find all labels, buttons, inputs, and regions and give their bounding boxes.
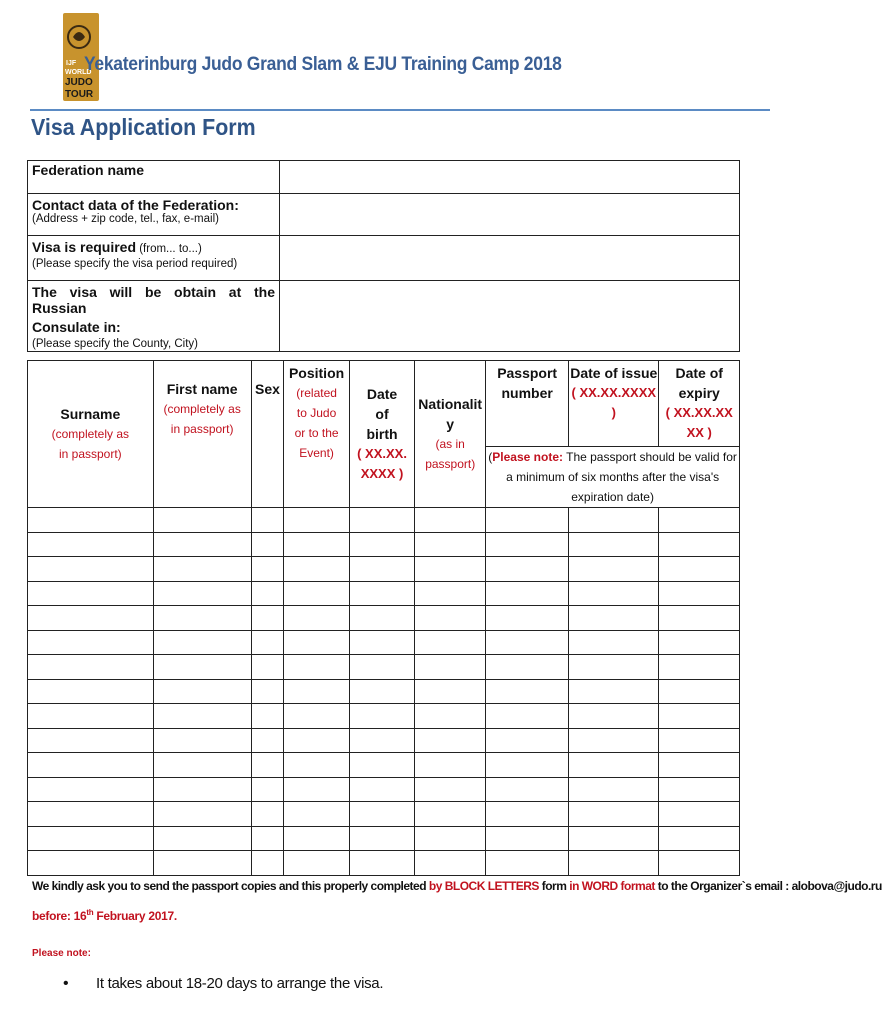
date-of-birth-cell[interactable]	[349, 532, 414, 557]
surname-cell[interactable]	[28, 777, 154, 802]
table-row	[28, 753, 740, 778]
col-sex: Sex	[251, 361, 284, 508]
date-of-issue-cell[interactable]	[569, 728, 659, 753]
col-passport-number: Passport number	[486, 361, 569, 447]
position-cell[interactable]	[284, 728, 350, 753]
visa-required-label: Visa is required (from... to...) (Please specify the visa period required)	[28, 236, 280, 281]
instructions-text: We kindly ask you to send the passport copies and this properly completed by BLOCK LETTERS form in WORD format to the Organizer`s email : alobova@judo.ru	[32, 879, 882, 893]
position-cell[interactable]	[284, 581, 350, 606]
date-of-expiry-cell[interactable]	[659, 802, 740, 827]
sex-cell[interactable]	[251, 581, 284, 606]
position-cell[interactable]	[284, 851, 350, 876]
table-row	[28, 630, 740, 655]
date-of-expiry-cell[interactable]	[659, 557, 740, 582]
table-row	[28, 704, 740, 729]
svg-text:JUDO: JUDO	[65, 77, 93, 88]
date-of-issue-cell[interactable]	[569, 753, 659, 778]
col-date-of-birth: Date of birth ( XX.XX.XXXX )	[349, 361, 414, 508]
position-cell[interactable]	[284, 532, 350, 557]
passport-number-cell[interactable]	[486, 606, 569, 631]
date-of-birth-cell[interactable]	[349, 802, 414, 827]
date-of-issue-cell[interactable]	[569, 581, 659, 606]
nationality-cell[interactable]	[415, 557, 486, 582]
first-name-cell[interactable]	[153, 655, 251, 680]
date-of-expiry-cell[interactable]	[659, 777, 740, 802]
first-name-cell[interactable]	[153, 532, 251, 557]
nationality-cell[interactable]	[415, 728, 486, 753]
header-divider	[30, 109, 770, 111]
first-name-cell[interactable]	[153, 802, 251, 827]
first-name-cell[interactable]	[153, 557, 251, 582]
table-row	[28, 557, 740, 582]
first-name-cell[interactable]	[153, 851, 251, 876]
passport-validity-note: (Please note: The passport should be valid for a minimum of six months after the visa's expiration date)	[486, 447, 740, 508]
position-cell[interactable]	[284, 679, 350, 704]
table-row	[28, 802, 740, 827]
surname-cell[interactable]	[28, 851, 154, 876]
applicant-rows	[28, 508, 740, 876]
date-of-expiry-cell[interactable]	[659, 630, 740, 655]
surname-cell[interactable]	[28, 532, 154, 557]
contact-data-label: Contact data of the Federation: (Address + zip code, tel., fax, e-mail)	[28, 194, 280, 236]
sex-cell[interactable]	[251, 851, 284, 876]
position-cell[interactable]	[284, 802, 350, 827]
first-name-cell[interactable]	[153, 508, 251, 533]
event-title: Yekaterinburg Judo Grand Slam & EJU Training Camp 2018	[84, 54, 562, 75]
sex-cell[interactable]	[251, 679, 284, 704]
passport-number-cell[interactable]	[486, 704, 569, 729]
deadline-text: before: 16th February 2017.	[32, 908, 177, 923]
surname-cell[interactable]	[28, 630, 154, 655]
col-surname: Surname (completely as in passport)	[28, 361, 154, 508]
passport-number-cell[interactable]	[486, 532, 569, 557]
sex-cell[interactable]	[251, 557, 284, 582]
date-of-birth-cell[interactable]	[349, 581, 414, 606]
surname-cell[interactable]	[28, 557, 154, 582]
table-row	[28, 777, 740, 802]
date-of-issue-cell[interactable]	[569, 606, 659, 631]
first-name-cell[interactable]	[153, 581, 251, 606]
position-cell[interactable]	[284, 508, 350, 533]
bullet-icon: •	[63, 975, 69, 992]
date-of-birth-cell[interactable]	[349, 508, 414, 533]
table-row	[28, 581, 740, 606]
date-of-birth-cell[interactable]	[349, 753, 414, 778]
nationality-cell[interactable]	[415, 630, 486, 655]
passport-number-cell[interactable]	[486, 826, 569, 851]
col-first-name: First name (completely as in passport)	[153, 361, 251, 508]
date-of-expiry-cell[interactable]	[659, 581, 740, 606]
date-of-expiry-cell[interactable]	[659, 655, 740, 680]
date-of-birth-cell[interactable]	[349, 630, 414, 655]
nationality-cell[interactable]	[415, 581, 486, 606]
date-of-birth-cell[interactable]	[349, 777, 414, 802]
date-of-expiry-cell[interactable]	[659, 606, 740, 631]
passport-number-cell[interactable]	[486, 728, 569, 753]
nationality-cell[interactable]	[415, 679, 486, 704]
page-title: Visa Application Form	[31, 114, 256, 140]
date-of-birth-cell[interactable]	[349, 851, 414, 876]
nationality-cell[interactable]	[415, 655, 486, 680]
applicants-table	[27, 360, 740, 876]
please-note-label: Please note:	[32, 948, 91, 959]
federation-info-table	[27, 160, 740, 352]
passport-number-cell[interactable]	[486, 851, 569, 876]
first-name-cell[interactable]	[153, 704, 251, 729]
position-cell[interactable]	[284, 704, 350, 729]
table-row	[28, 728, 740, 753]
consulate-field[interactable]	[280, 281, 740, 352]
nationality-cell[interactable]	[415, 753, 486, 778]
date-of-birth-cell[interactable]	[349, 704, 414, 729]
date-of-issue-cell[interactable]	[569, 704, 659, 729]
position-cell[interactable]	[284, 557, 350, 582]
date-of-birth-cell[interactable]	[349, 826, 414, 851]
svg-text:TOUR: TOUR	[65, 89, 94, 100]
date-of-issue-cell[interactable]	[569, 679, 659, 704]
sex-cell[interactable]	[251, 728, 284, 753]
col-position: Position (related to Judo or to the Event)	[284, 361, 350, 508]
sex-cell[interactable]	[251, 802, 284, 827]
first-name-cell[interactable]	[153, 753, 251, 778]
passport-number-cell[interactable]	[486, 630, 569, 655]
federation-name-field[interactable]	[280, 161, 740, 194]
svg-text:WORLD: WORLD	[65, 69, 92, 76]
date-of-expiry-cell[interactable]	[659, 679, 740, 704]
date-of-issue-cell[interactable]	[569, 630, 659, 655]
table-row	[28, 851, 740, 876]
visa-duration-note: It takes about 18-20 days to arrange the visa.	[96, 975, 384, 992]
consulate-label: The visa will be obtain at the Russian Consulate in: (Please specify the County, City)	[28, 281, 280, 352]
col-date-of-issue: Date of issue ( XX.XX.XXXX )	[569, 361, 659, 447]
sex-cell[interactable]	[251, 606, 284, 631]
sex-cell[interactable]	[251, 630, 284, 655]
surname-cell[interactable]	[28, 753, 154, 778]
passport-number-cell[interactable]	[486, 557, 569, 582]
passport-number-cell[interactable]	[486, 802, 569, 827]
first-name-cell[interactable]	[153, 777, 251, 802]
visa-period-field[interactable]	[280, 236, 740, 281]
surname-cell[interactable]	[28, 679, 154, 704]
passport-number-cell[interactable]	[486, 508, 569, 533]
date-of-issue-cell[interactable]	[569, 508, 659, 533]
table-row	[28, 532, 740, 557]
first-name-cell[interactable]	[153, 606, 251, 631]
passport-number-cell[interactable]	[486, 679, 569, 704]
date-of-issue-cell[interactable]	[569, 532, 659, 557]
sex-cell[interactable]	[251, 532, 284, 557]
table-row	[28, 508, 740, 533]
col-nationality: Nationality (as in passport)	[415, 361, 486, 508]
passport-number-cell[interactable]	[486, 753, 569, 778]
sex-cell[interactable]	[251, 826, 284, 851]
table-row	[28, 606, 740, 631]
date-of-expiry-cell[interactable]	[659, 508, 740, 533]
sex-cell[interactable]	[251, 753, 284, 778]
date-of-birth-cell[interactable]	[349, 606, 414, 631]
position-cell[interactable]	[284, 606, 350, 631]
surname-cell[interactable]	[28, 826, 154, 851]
sex-cell[interactable]	[251, 704, 284, 729]
passport-number-cell[interactable]	[486, 655, 569, 680]
nationality-cell[interactable]	[415, 826, 486, 851]
position-cell[interactable]	[284, 753, 350, 778]
first-name-cell[interactable]	[153, 728, 251, 753]
date-of-birth-cell[interactable]	[349, 557, 414, 582]
surname-cell[interactable]	[28, 802, 154, 827]
first-name-cell[interactable]	[153, 826, 251, 851]
sex-cell[interactable]	[251, 508, 284, 533]
position-cell[interactable]	[284, 826, 350, 851]
nationality-cell[interactable]	[415, 606, 486, 631]
surname-cell[interactable]	[28, 581, 154, 606]
sex-cell[interactable]	[251, 655, 284, 680]
nationality-cell[interactable]	[415, 704, 486, 729]
table-row	[28, 826, 740, 851]
contact-data-field[interactable]	[280, 194, 740, 236]
passport-number-cell[interactable]	[486, 581, 569, 606]
date-of-issue-cell[interactable]	[569, 777, 659, 802]
col-date-of-expiry: Date of expiry ( XX.XX.XXXX )	[659, 361, 740, 447]
table-row	[28, 679, 740, 704]
date-of-expiry-cell[interactable]	[659, 851, 740, 876]
date-of-birth-cell[interactable]	[349, 655, 414, 680]
position-cell[interactable]	[284, 655, 350, 680]
table-row	[28, 655, 740, 680]
nationality-cell[interactable]	[415, 777, 486, 802]
date-of-birth-cell[interactable]	[349, 728, 414, 753]
surname-cell[interactable]	[28, 728, 154, 753]
nationality-cell[interactable]	[415, 851, 486, 876]
surname-cell[interactable]	[28, 655, 154, 680]
nationality-cell[interactable]	[415, 508, 486, 533]
date-of-expiry-cell[interactable]	[659, 532, 740, 557]
position-cell[interactable]	[284, 630, 350, 655]
date-of-issue-cell[interactable]	[569, 557, 659, 582]
date-of-expiry-cell[interactable]	[659, 826, 740, 851]
federation-name-label: Federation name	[28, 161, 280, 194]
nationality-cell[interactable]	[415, 532, 486, 557]
position-cell[interactable]	[284, 777, 350, 802]
date-of-issue-cell[interactable]	[569, 826, 659, 851]
surname-cell[interactable]	[28, 508, 154, 533]
sex-cell[interactable]	[251, 777, 284, 802]
date-of-issue-cell[interactable]	[569, 851, 659, 876]
date-of-birth-cell[interactable]	[349, 679, 414, 704]
date-of-issue-cell[interactable]	[569, 802, 659, 827]
date-of-issue-cell[interactable]	[569, 655, 659, 680]
first-name-cell[interactable]	[153, 679, 251, 704]
surname-cell[interactable]	[28, 606, 154, 631]
date-of-expiry-cell[interactable]	[659, 753, 740, 778]
nationality-cell[interactable]	[415, 802, 486, 827]
date-of-expiry-cell[interactable]	[659, 728, 740, 753]
surname-cell[interactable]	[28, 704, 154, 729]
date-of-expiry-cell[interactable]	[659, 704, 740, 729]
svg-text:IJF: IJF	[66, 60, 77, 67]
first-name-cell[interactable]	[153, 630, 251, 655]
passport-number-cell[interactable]	[486, 777, 569, 802]
